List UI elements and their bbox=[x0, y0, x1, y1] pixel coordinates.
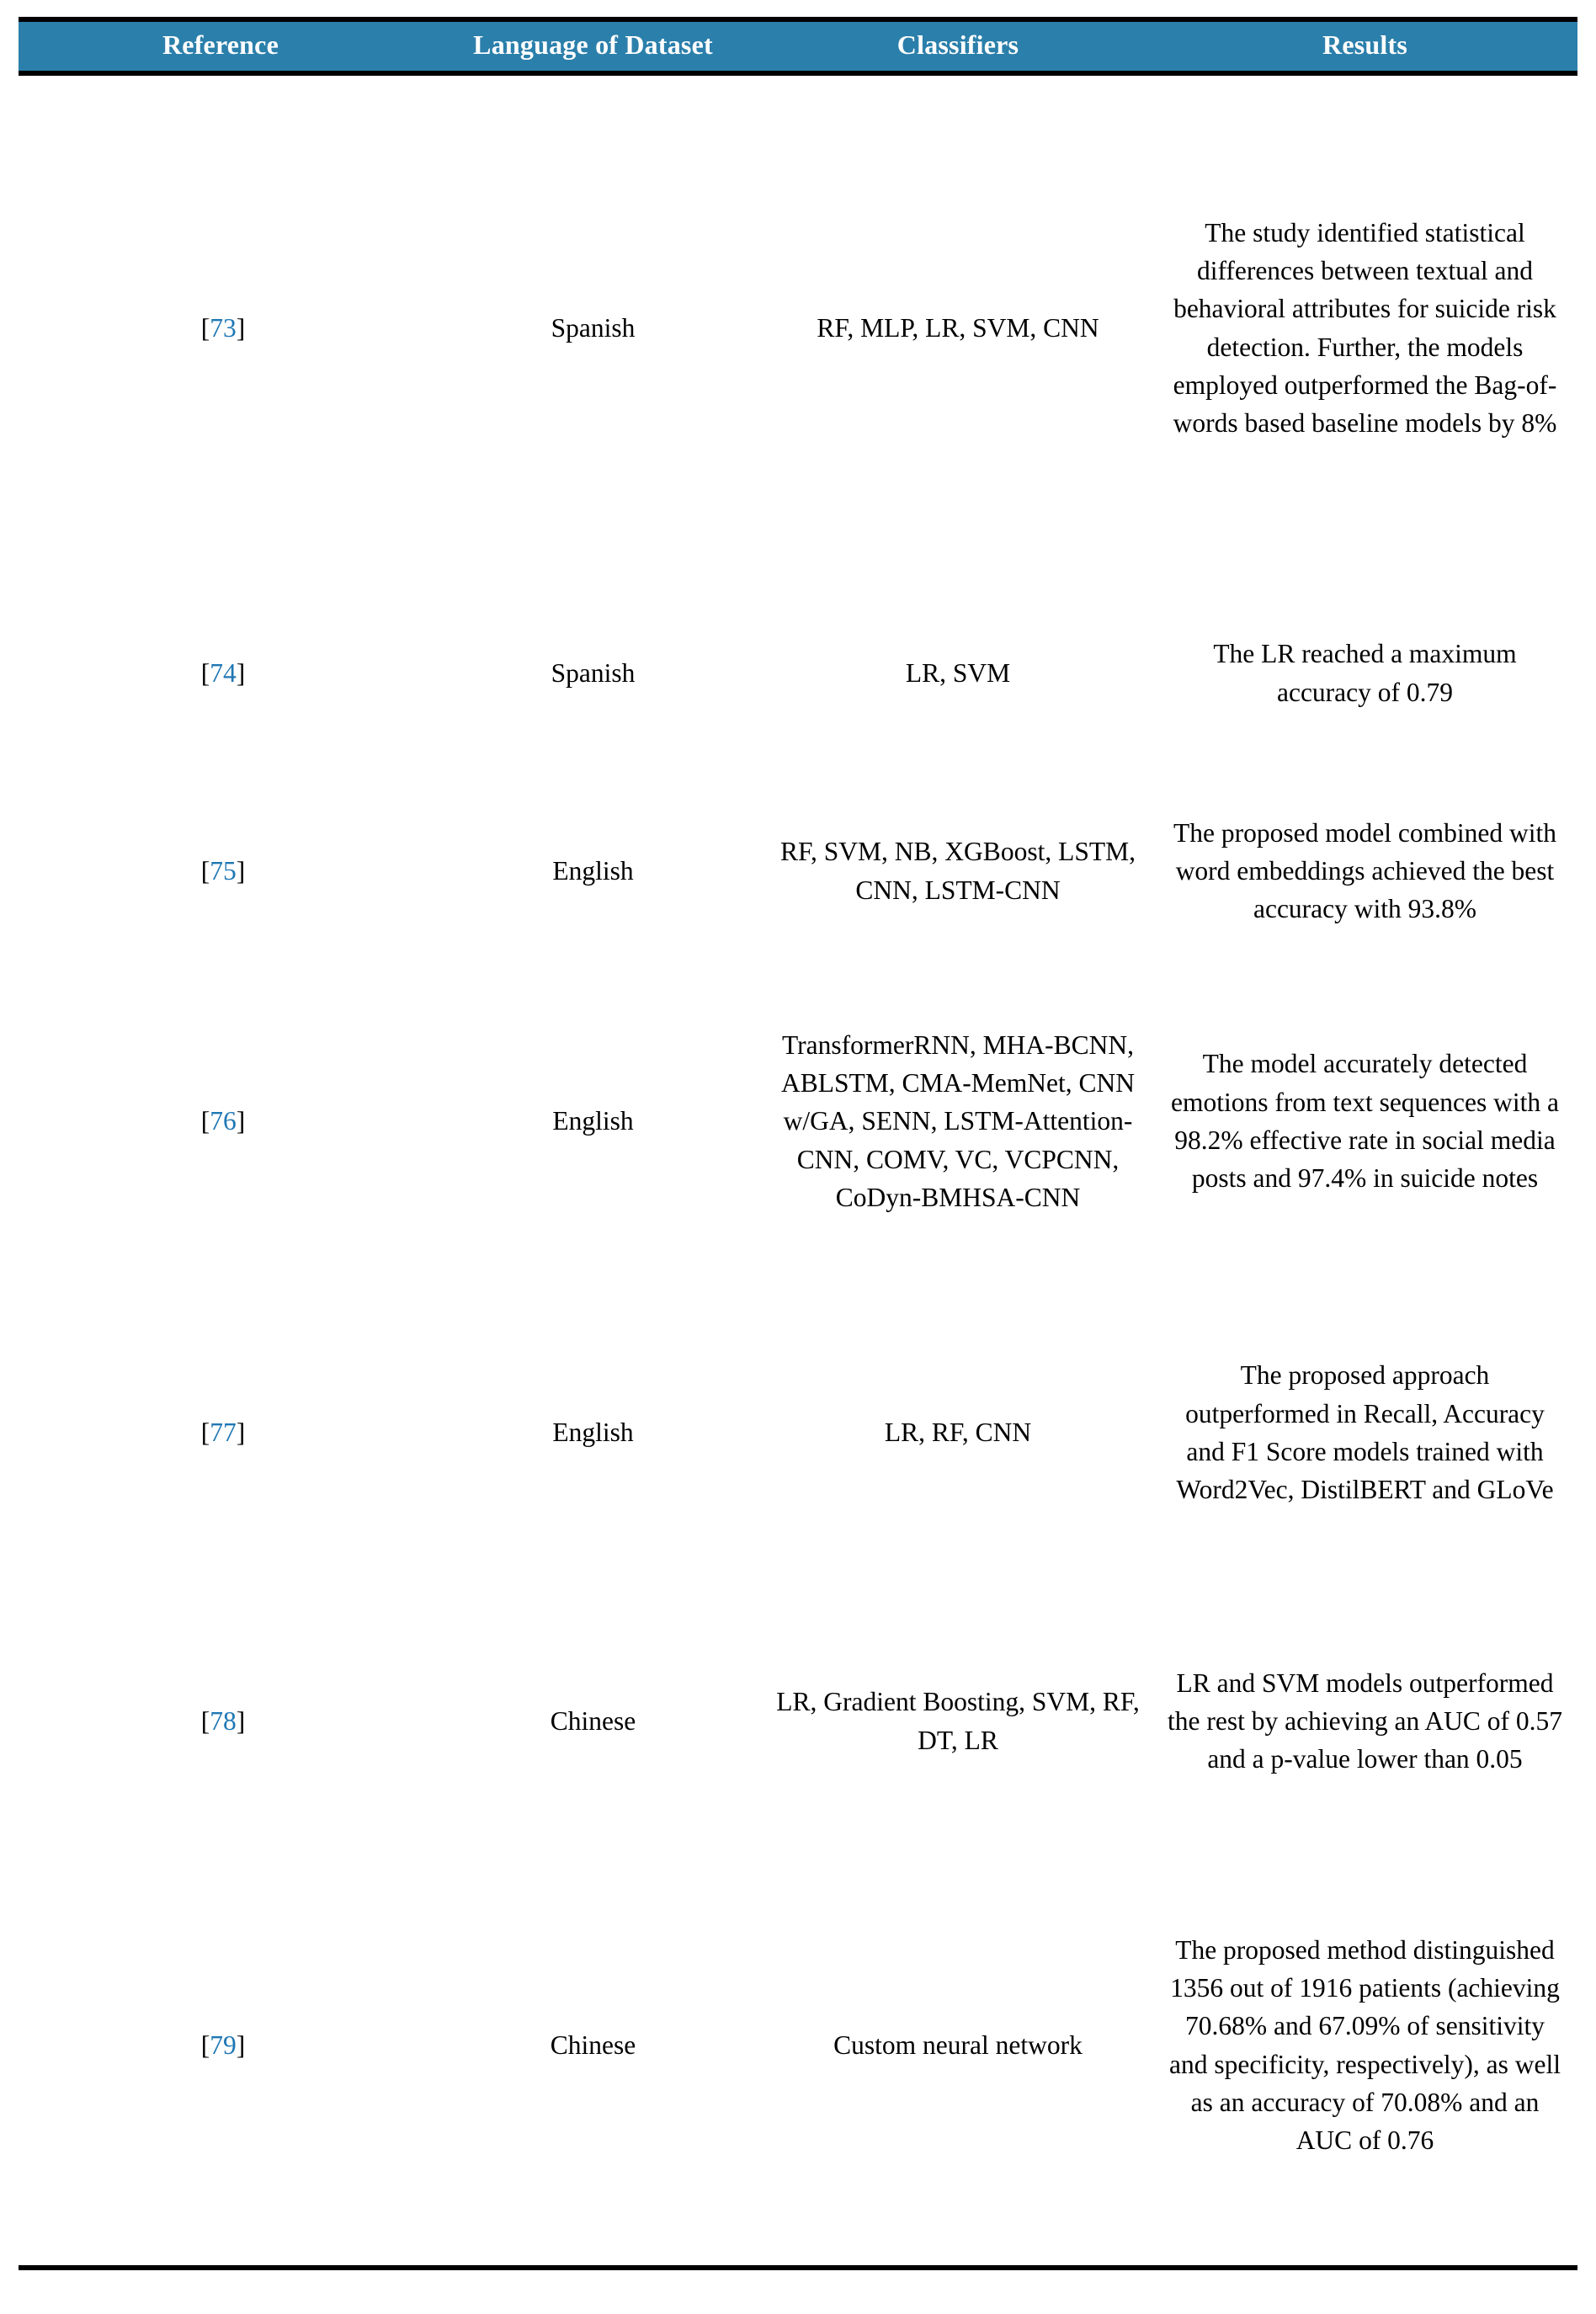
column-header-reference: Reference bbox=[19, 19, 423, 73]
cell-reference bbox=[19, 976, 423, 1267]
column-header-results: Results bbox=[1152, 19, 1577, 73]
reference-bracket-open: [ bbox=[200, 2029, 210, 2060]
reference-bracket-open: [ bbox=[200, 1418, 210, 1448]
page-sheet bbox=[0, 17, 1596, 2314]
cell-classifiers: LR, SVM bbox=[905, 657, 1011, 688]
cell-language: English bbox=[552, 1106, 634, 1136]
table-row bbox=[19, 73, 1577, 581]
cell-reference bbox=[19, 1843, 423, 2248]
cell-results: The model accurately detected emotions from text sequences with a 98.2% effective rate in social media posts and 97.4% in suicide notes bbox=[1170, 1049, 1559, 1194]
cell-classifiers: RF, MLP, LR, SVM, CNN bbox=[817, 312, 1099, 343]
cell-results: The proposed model combined with word embeddings achieved the best accuracy with 93.8% bbox=[1173, 817, 1556, 924]
cell-classifiers: RF, SVM, NB, XGBoost, LSTM, CNN, LSTM-CNN bbox=[780, 837, 1136, 905]
cell-language: Chinese bbox=[550, 2029, 636, 2060]
cell-reference bbox=[19, 766, 423, 976]
cell-reference bbox=[19, 1267, 423, 1599]
reference-bracket-open: [ bbox=[200, 1705, 210, 1736]
table-row bbox=[19, 1843, 1577, 2248]
cell-reference bbox=[19, 581, 423, 766]
reference-bracket-close: ] bbox=[236, 2029, 246, 2060]
reference-bracket-open: [ bbox=[200, 1106, 210, 1136]
cell-classifiers: Custom neural network bbox=[833, 2029, 1083, 2060]
column-header-classifiers: Classifiers bbox=[763, 19, 1152, 73]
cell-results: The LR reached a maximum accuracy of 0.79 bbox=[1213, 639, 1517, 707]
reference-bracket-open: [ bbox=[200, 657, 210, 688]
reference-link[interactable]: 75 bbox=[210, 855, 237, 886]
reference-link[interactable]: 78 bbox=[210, 1705, 237, 1736]
table-row bbox=[19, 581, 1577, 766]
reference-bracket-close: ] bbox=[236, 1705, 246, 1736]
reference-link[interactable]: 77 bbox=[210, 1418, 237, 1448]
cell-language: English bbox=[552, 855, 634, 886]
table-row bbox=[19, 1267, 1577, 1599]
cell-language: Chinese bbox=[550, 1705, 636, 1736]
reference-bracket-open: [ bbox=[200, 855, 210, 886]
table-body bbox=[19, 73, 1577, 2248]
cell-reference bbox=[19, 1599, 423, 1843]
table-bottom-rule bbox=[19, 2265, 1577, 2270]
table-row bbox=[19, 766, 1577, 976]
results-comparison-table bbox=[19, 17, 1577, 2248]
reference-bracket-close: ] bbox=[236, 312, 246, 343]
table-row bbox=[19, 976, 1577, 1267]
cell-language: Spanish bbox=[551, 312, 636, 343]
cell-results: The proposed approach outperformed in Recall, Accuracy and F1 Score models trained with Word2Vec, DistilBERT and GLoVe bbox=[1176, 1360, 1554, 1505]
reference-bracket-close: ] bbox=[236, 1106, 246, 1136]
reference-bracket-close: ] bbox=[236, 1418, 246, 1448]
reference-link[interactable]: 74 bbox=[210, 657, 237, 688]
cell-classifiers: LR, RF, CNN bbox=[884, 1418, 1032, 1448]
cell-results: LR and SVM models outperformed the rest by achieving an AUC of 0.57 and a p-value lower than 0.05 bbox=[1168, 1668, 1562, 1774]
table-header bbox=[19, 19, 1577, 73]
column-header-language-of-dataset: Language of Dataset bbox=[423, 19, 763, 73]
table-header-row bbox=[19, 19, 1577, 73]
cell-results: The study identified statistical differences between textual and behavioral attributes for suicide risk detection. Further, the models employed outperformed the Bag-of-words based baseline models by 8% bbox=[1173, 217, 1557, 439]
table-row bbox=[19, 1599, 1577, 1843]
reference-link[interactable]: 73 bbox=[210, 312, 237, 343]
cell-classifiers: TransformerRNN, MHA-BCNN, ABLSTM, CMA-MemNet, CNN w/GA, SENN, LSTM-Attention-CNN, COMV, VC, VCPCNN, CoDyn-BMHSA-CNN bbox=[780, 1029, 1135, 1213]
cell-reference bbox=[19, 73, 423, 581]
reference-bracket-close: ] bbox=[236, 657, 246, 688]
cell-classifiers: LR, Gradient Boosting, SVM, RF, DT, LR bbox=[776, 1687, 1140, 1755]
reference-link[interactable]: 76 bbox=[210, 1106, 237, 1136]
reference-link[interactable]: 79 bbox=[210, 2029, 237, 2060]
reference-bracket-close: ] bbox=[236, 855, 246, 886]
cell-language: English bbox=[552, 1418, 634, 1448]
cell-results: The proposed method distinguished 1356 out of 1916 patients (achieving 70.68% and 67.09% of sensitivity and specificity, respectively), as well as an accuracy of 70.08% and an AUC of 0.76 bbox=[1168, 1934, 1561, 2156]
cell-language: Spanish bbox=[551, 657, 636, 688]
reference-bracket-open: [ bbox=[200, 312, 210, 343]
